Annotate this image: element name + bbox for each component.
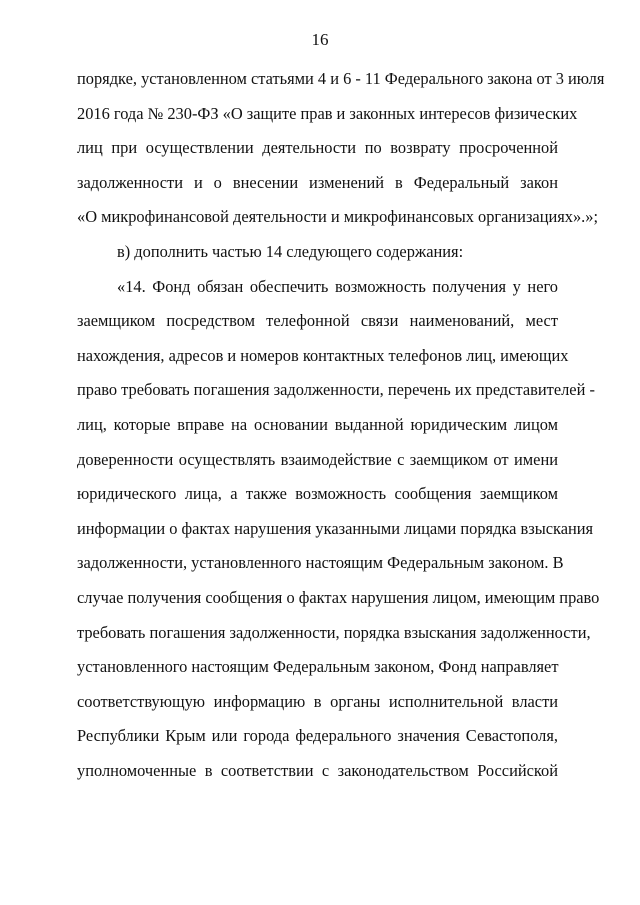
text-line: право требовать погашения задолженности, перечень их представителей - <box>77 380 595 400</box>
text-line: юридического лица, а также возможность сообщения заемщиком <box>77 484 558 504</box>
text-line: уполномоченные в соответствии с законодательством Российской <box>77 760 558 780</box>
text-line: порядке, установленном статьями 4 и 6 - 11 Федерального закона от 3 июля <box>77 69 605 88</box>
text-line: заемщиком посредством телефонной связи наименований, мест <box>77 311 558 331</box>
text-line: требовать погашения задолженности, порядка взыскания задолженности, <box>77 622 591 642</box>
text-line: информации о фактах нарушения указанными лицами порядка взыскания <box>77 518 594 538</box>
text-line: Республики Крым или города федерального значения Севастополя, <box>77 726 558 746</box>
text-line: установленного настоящим Федеральным законом, Фонд направляет <box>77 657 559 677</box>
text-line: нахождения, адресов и номеров контактных телефонов лиц, имеющих <box>77 345 569 365</box>
page-number: 16 <box>311 30 329 49</box>
body-text <box>77 62 605 788</box>
text-line: случае получения сообщения о фактах нарушения лицом, имеющим право <box>77 587 600 607</box>
text-line: лиц, которые вправе на основании выданной юридическим лицом <box>77 414 558 434</box>
paragraph-heading-line: в) дополнить частью 14 следующего содержания: <box>117 241 464 261</box>
text-line: соответствующую информацию в органы исполнительной власти <box>77 691 558 711</box>
text-line: лиц при осуществлении деятельности по возврату просроченной <box>77 138 558 158</box>
text-line: «О микрофинансовой деятельности и микрофинансовых организациях».»; <box>77 207 599 227</box>
text-line: задолженности и о внесении изменений в Федеральный закон <box>77 172 558 192</box>
text-line: доверенности осуществлять взаимодействие с заемщиком от имени <box>77 449 558 469</box>
paragraph-first-line: «14. Фонд обязан обеспечить возможность получения у него <box>117 276 558 296</box>
text-line: задолженности, установленного настоящим Федеральным законом. В <box>77 553 564 573</box>
text-line: 2016 года № 230-ФЗ «О защите прав и законных интересов физических <box>77 103 578 123</box>
